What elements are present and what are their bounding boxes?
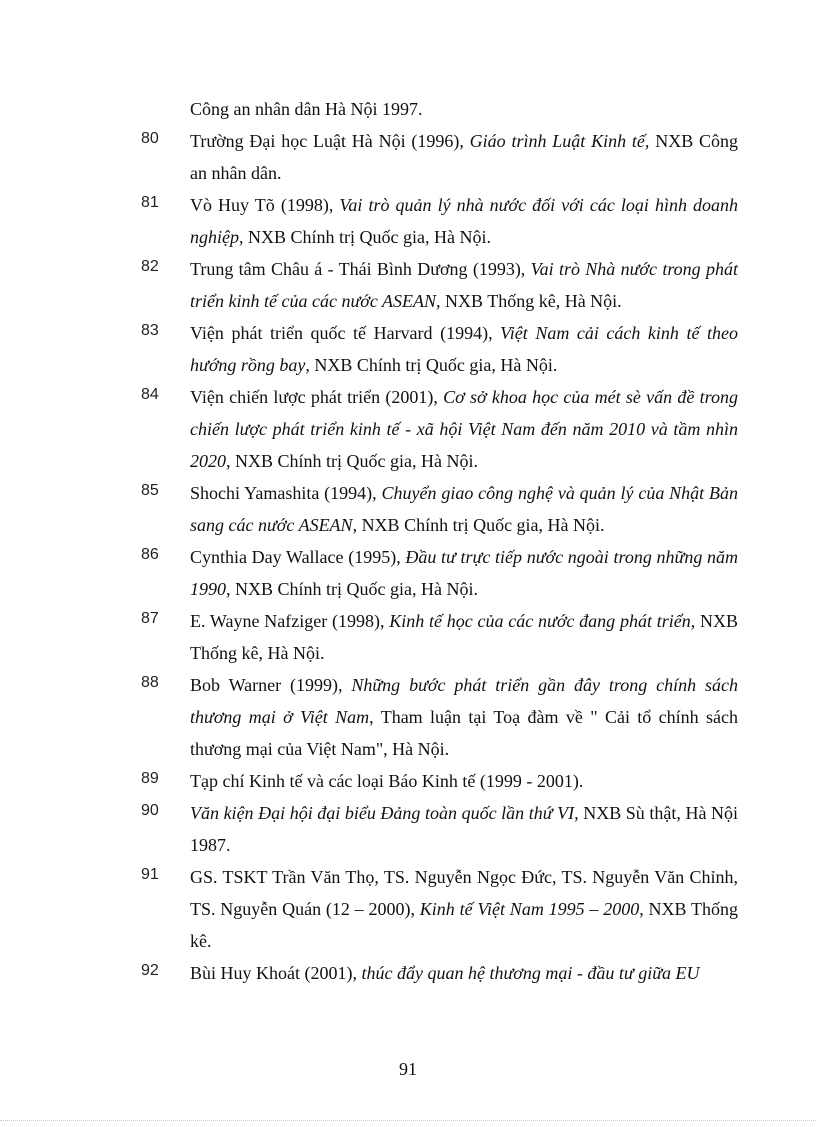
- reference-publisher: , NXB Chính trị Quốc gia, Hà Nội.: [226, 451, 478, 471]
- reference-item: [0, 797, 738, 861]
- reference-item: [0, 605, 738, 669]
- reference-number: 85: [141, 482, 159, 499]
- reference-title: Đầu tư trực tiếp nước ngoài trong những năm 1990: [190, 547, 738, 599]
- reference-number: 92: [141, 962, 159, 979]
- reference-author: Cynthia Day Wallace (1995),: [190, 547, 406, 567]
- reference-author: Trung tâm Châu á - Thái Bình Dương (1993),: [190, 259, 531, 279]
- reference-item: [0, 253, 738, 317]
- reference-author: Vò Huy Tõ (1998),: [190, 195, 340, 215]
- reference-title: Chuyển giao công nghệ và quản lý của Nhật Bản sang các nước ASEAN: [190, 483, 738, 535]
- continued-reference-text: Công an nhân dân Hà Nội 1997.: [190, 99, 423, 119]
- reference-author: E. Wayne Nafziger (1998),: [190, 611, 390, 631]
- reference-title: thúc đẩy quan hệ thương mại - đầu tư giữa EU: [361, 963, 700, 983]
- reference-publisher: , NXB Thống kê, Hà Nội.: [190, 611, 738, 663]
- reference-title: Việt Nam cải cách kinh tế theo hướng rồng bay: [190, 323, 738, 375]
- reference-author: Viện chiến lược phát triển (2001),: [190, 387, 444, 407]
- reference-item: [0, 189, 738, 253]
- reference-item: [0, 765, 738, 797]
- reference-number: 88: [141, 674, 159, 691]
- reference-number: 80: [141, 130, 159, 147]
- reference-number: 89: [141, 770, 159, 787]
- page-number: 91: [399, 1059, 417, 1079]
- reference-item: [0, 125, 738, 189]
- reference-number: 86: [141, 546, 159, 563]
- reference-list: [0, 125, 816, 989]
- reference-author: Viện phát triển quốc tế Harvard (1994),: [190, 323, 501, 343]
- reference-title: Những bước phát triển gần đây trong chính sách thương mại ở Việt Nam: [190, 675, 739, 727]
- reference-publisher: , NXB Chính trị Quốc gia, Hà Nội.: [239, 227, 491, 247]
- reference-publisher: , NXB Chính trị Quốc gia, Hà Nội.: [352, 515, 605, 535]
- reference-number: 84: [141, 386, 159, 403]
- page-bottom-divider: [0, 1120, 816, 1121]
- reference-publisher: , NXB Chính trị Quốc gia, Hà Nội.: [226, 579, 478, 599]
- reference-publisher: , Tham luận tại Toạ đàm về " Cải tổ chính sách thương mại của Việt Nam", Hà Nội.: [190, 707, 739, 759]
- reference-title: Vai trò quản lý nhà nước đối với các loại hình doanh nghiệp: [190, 195, 738, 247]
- reference-item: [0, 317, 738, 381]
- reference-title: Giáo trình Luật Kinh tế: [469, 131, 645, 151]
- reference-publisher: , NXB Thống kê, Hà Nội.: [436, 291, 622, 311]
- reference-number: 81: [141, 194, 159, 211]
- reference-author: Bùi Huy Khoát (2001),: [190, 963, 362, 983]
- reference-item: [0, 477, 738, 541]
- reference-publisher: , NXB Thống kê.: [190, 899, 738, 951]
- reference-author: Trường Đại học Luật Hà Nội (1996),: [190, 131, 470, 151]
- reference-number: 83: [141, 322, 159, 339]
- reference-item: [0, 861, 738, 957]
- reference-author: Shochi Yamashita (1994),: [190, 483, 382, 503]
- reference-number: 87: [141, 610, 159, 627]
- reference-item: [0, 541, 738, 605]
- reference-publisher: , NXB Công an nhân dân.: [190, 131, 738, 183]
- reference-title: Văn kiện Đại hội đại biểu Đảng toàn quốc lần thứ VI,: [190, 803, 579, 823]
- reference-author: Bob Warner (1999),: [190, 675, 352, 695]
- reference-title: Vai trò Nhà nước trong phát triển kinh tế của các nước ASEAN: [190, 259, 739, 311]
- reference-title: Kinh tế Việt Nam 1995 – 2000: [419, 899, 640, 919]
- reference-number: 82: [141, 258, 159, 275]
- reference-item: [0, 957, 738, 989]
- reference-publisher: NXB Sù thật, Hà Nội 1987.: [190, 803, 739, 855]
- reference-publisher: , NXB Chính trị Quốc gia, Hà Nội.: [305, 355, 558, 375]
- reference-item: [0, 381, 738, 477]
- reference-author: Tạp chí Kinh tế và các loại Báo Kinh tế (1999 - 2001).: [190, 771, 584, 791]
- reference-title: Cơ sở khoa học của mét sè vấn đề trong chiến lược phát triển kinh tế - xã hội Việt Nam đến năm 2010 và tầm nhìn 2020: [190, 387, 738, 471]
- reference-number: 91: [141, 866, 159, 883]
- reference-number: 90: [141, 802, 159, 819]
- reference-author: GS. TSKT Trần Văn Thọ, TS. Nguyễn Ngọc Đức, TS. Nguyễn Văn Chỉnh, TS. Nguyễn Quán (12 – 2000),: [190, 867, 738, 919]
- reference-title: Kinh tế học của các nước đang phát triển: [389, 611, 691, 631]
- reference-item: [0, 669, 738, 765]
